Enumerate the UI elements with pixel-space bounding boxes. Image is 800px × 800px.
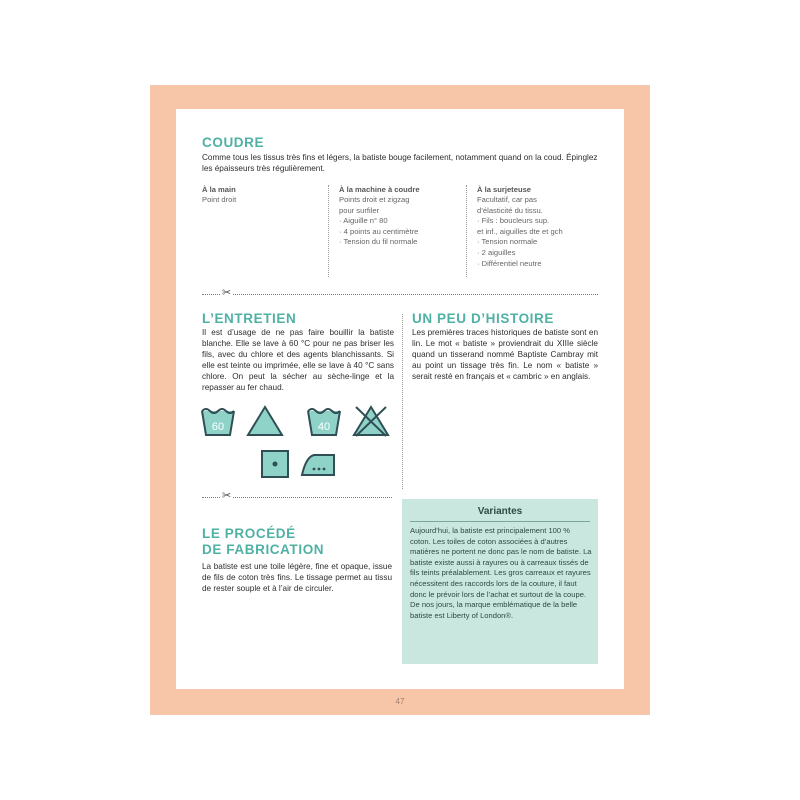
title-line: DE FABRICATION (202, 542, 325, 557)
column-line: pour surfiler (339, 205, 380, 215)
title-line: LE PROCÉDÉ (202, 526, 296, 541)
variantes-box (402, 499, 598, 664)
column-line: · Tension normale (477, 237, 538, 247)
section-title-histoire: UN PEU D’HISTOIRE (412, 311, 554, 326)
column-line: Points droit et zigzag (339, 195, 410, 204)
section-title-entretien: L’ENTRETIEN (202, 311, 297, 326)
entretien-text: Il est d’usage de ne pas faire bouillir la batiste blanche. Elle se lave à 60 °C pour ne pas briser les fils, avec du chlore et des agents blanchissants. Si elle est teinte ou imprimée, elle se lave à 40 °C sans chlore. On peut la sécher au sèche-linge et la repasser au fer chaud. (202, 328, 394, 392)
column-line: Facultatif, car pas (477, 195, 537, 204)
column-title: À la surjeteuse (477, 185, 532, 194)
column-title: À la machine à coudre (339, 185, 420, 194)
variantes-title: Variantes (477, 506, 523, 517)
histoire-text: Les premières traces historiques de batiste sont en lin. Le mot « batiste » proviendrait du XIIIe siècle quand un tisserand nommé Baptiste Cambray mit au point un tissage très fin. Le nom « batiste » serait resté en français et « cambric » en anglais. (412, 328, 598, 381)
variantes-text: Aujourd’hui, la batiste est principalement 100 % coton. Les toiles de coton associées à d’autres matières ne portent ne donc pas le nom de batiste. La batiste existe aussi à rayures ou à carreaux tissés de fils teints préalablement. Les gros carreaux et rayures nécessitent des raccords lors de la couture, il faut donc le prévoir lors de l’achat et surtout de la coupe. De nos jours, la marque emblématique de la belle batiste est Liberty of London®. (410, 526, 592, 620)
cut-line-divider (202, 294, 598, 295)
wash-40-icon (306, 405, 342, 437)
section-title-coudre: COUDRE (202, 135, 265, 150)
column-title: À la main (202, 185, 236, 194)
column-line: et inf., aiguilles dte et gch (477, 226, 563, 236)
wash-temp-label: 40 (317, 421, 331, 433)
section-title-procede (202, 526, 402, 558)
coudre-intro: Comme tous les tissus très fins et légers, la batiste bouge facilement, notamment quand on la coud. Épinglez les épaisseurs très régulièrement. (202, 153, 598, 173)
column-divider (402, 314, 403, 489)
scissors-icon: ✂ (222, 490, 232, 502)
variantes-rule (410, 521, 590, 522)
page-number: 47 (395, 697, 405, 706)
column-lines (339, 195, 471, 248)
bleach-allowed-icon (246, 405, 284, 437)
book-page (176, 109, 624, 706)
column-machine (328, 185, 471, 277)
wash-temp-label: 60 (211, 421, 225, 433)
column-main (202, 185, 324, 206)
wash-60-icon (200, 405, 236, 437)
column-line: d’élasticité du tissu. (477, 205, 543, 215)
procede-text: La batiste est une toile légère, fine et opaque, issue de fils de coton très fins. Le tissage permet au tissu de rester souple et à l’air de circuler. (202, 562, 392, 593)
column-line: · 2 aiguilles (477, 247, 516, 257)
column-line: Point droit (202, 195, 237, 204)
column-line: · Différentiel neutre (477, 258, 542, 268)
column-line: · Aiguille n° 80 (339, 216, 388, 226)
column-lines (477, 195, 617, 269)
column-line: · Tension du fil normale (339, 237, 418, 247)
tumble-dry-icon (260, 449, 290, 479)
column-surjeteuse (466, 185, 617, 277)
column-line: · 4 points au centimètre (339, 226, 419, 236)
column-lines (202, 195, 324, 206)
scissors-icon: ✂ (222, 287, 232, 299)
iron-hot-icon (300, 451, 336, 477)
column-line: · Fils : boucleurs sup. (477, 216, 550, 226)
no-bleach-icon (352, 405, 390, 437)
